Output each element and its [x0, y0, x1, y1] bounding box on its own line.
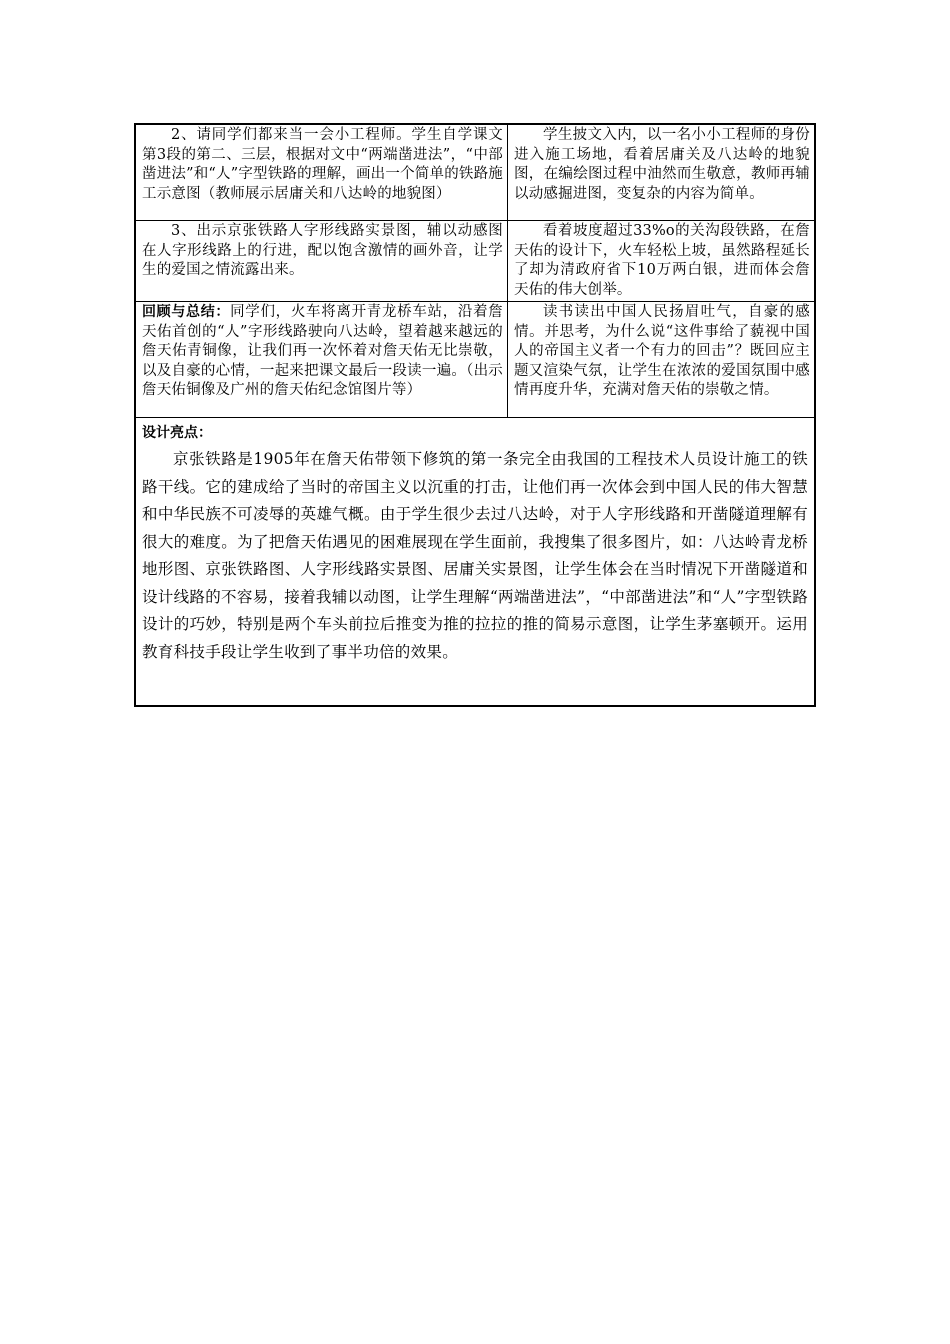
- teacher-activity-text: 2、请同学们都来当一会小工程师。学生自学课文第3段的第二、三层，根据对文中“两端凿进法”，“中部凿进法”和“人”字型铁路的理解，画出一个简单的铁路施工示意图（教师展示居庸关和八达岭的地貌图）: [142, 127, 503, 202]
- student-activity-cell: [508, 125, 814, 220]
- design-highlights-heading: 设计亮点：: [142, 425, 212, 441]
- student-activity-cell: [508, 302, 814, 417]
- teacher-activity-text: 3、出示京张铁路人字形线路实景图，辅以动感图在人字形线路上的行进，配以饱含激情的画外音，让学生的爱国之情流露出来。: [142, 223, 503, 278]
- teacher-activity-cell: [136, 125, 508, 220]
- table-row: [136, 221, 814, 302]
- teacher-activity-text: 同学们，火车将离开青龙桥车站，沿着詹天佑首创的“人”字形线路驶向八达岭，望着越来越远的詹天佑青铜像，让我们再一次怀着对詹天佑无比崇敬，以及自豪的心情，一起来把课文最后一段读一遍。（出示詹天佑铜像及广州的詹天佑纪念馆图片等）: [142, 304, 503, 398]
- student-activity-text: 读书读出中国人民扬眉吐气，自豪的感情。并思考，为什么说“这件事给了藐视中国人的帝国主义者一个有力的回击”？既回应主题又渲染气氛，让学生在浓浓的爱国氛围中感情再度升华，充满对詹天佑的崇敬之情。: [514, 304, 810, 398]
- student-activity-text: 学生披文入内，以一名小小工程师的身份进入施工场地，看着居庸关及八达岭的地貌图，在编绘图过程中油然而生敬意，教师再辅以动感掘进图，变复杂的内容为简单。: [514, 127, 810, 202]
- review-summary-label: 回顾与总结：: [142, 304, 231, 320]
- teacher-activity-cell: [136, 302, 508, 417]
- review-summary-paragraph: [142, 303, 503, 401]
- table-row: [136, 302, 814, 418]
- design-highlights-body: 京张铁路是1905年在詹天佑带领下修筑的第一条完全由我国的工程技术人员设计施工的铁路干线。它的建成给了当时的帝国主义以沉重的打击，让他们再一次体会到中国人民的伟大智慧和中华民族不可凌辱的英雄气概。由于学生很少去过八达岭，对于人字形线路和开凿隧道理解有很大的难度。为了把詹天佑遇见的困难展现在学生面前，我搜集了很多图片，如：八达岭青龙桥地形图、京张铁路图、人字形线路实景图、居庸关实景图，让学生体会在当时情况下开凿隧道和设计线路的不容易，接着我辅以动图，让学生理解“两端凿进法”，“中部凿进法”和“人”字型铁路设计的巧妙，特别是两个车头前拉后推变为推的拉拉的推的简易示意图，让学生茅塞顿开。运用教育科技手段让学生收到了事半功倍的效果。: [142, 450, 808, 661]
- table-row: [136, 125, 814, 221]
- teacher-activity-cell: [136, 221, 508, 301]
- student-activity-text: 看着坡度超过33%o的关沟段铁路，在詹天佑的设计下，火车轻松上坡，虽然路程延长了却为清政府省下10万两白银，进而体会詹天佑的伟大创举。: [514, 223, 810, 298]
- design-highlights-section: [136, 418, 814, 705]
- lesson-plan-table: [134, 123, 816, 707]
- student-activity-cell: [508, 221, 814, 301]
